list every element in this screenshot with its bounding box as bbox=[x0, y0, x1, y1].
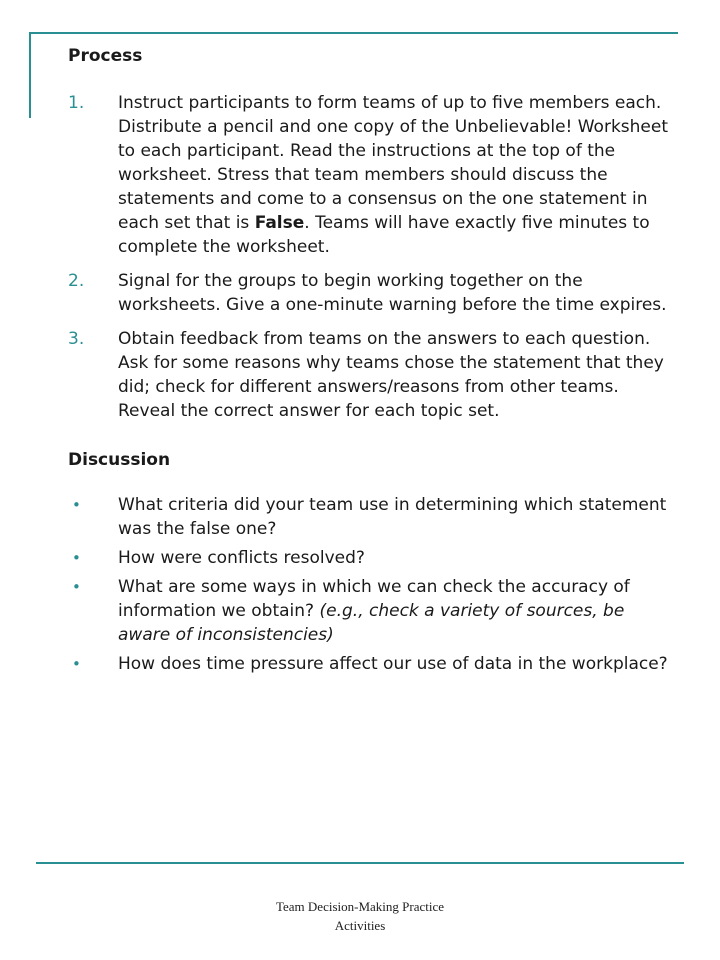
process-steps-list bbox=[68, 91, 668, 423]
discussion-question bbox=[68, 546, 668, 570]
process-step-2 bbox=[68, 269, 668, 317]
step-number: 1. bbox=[68, 93, 85, 113]
top-border-rule bbox=[29, 32, 678, 34]
question-text: What are some ways in which we can check the accuracy of information we obtain? bbox=[118, 577, 630, 621]
question-text: How were conflicts resolved? bbox=[118, 548, 365, 568]
step-text: Instruct participants to form teams of up to five members each. Distribute a pencil and one copy of the Unbelievable! Worksheet to each participant. Read the instructions at the top of the worksheet. Stress that team members should discuss the statements and come to a consensus on the one statement in each set that is bbox=[118, 93, 669, 233]
question-text: How does time pressure affect our use of data in the workplace? bbox=[118, 654, 668, 674]
bullet-icon: • bbox=[72, 578, 81, 596]
process-step-1 bbox=[68, 91, 668, 259]
page-content bbox=[68, 44, 668, 681]
question-example-text: (e.g., check a variety of sources, be aware of inconsistencies) bbox=[118, 601, 625, 645]
discussion-heading: Discussion bbox=[68, 450, 171, 470]
step-text-emphasis: False bbox=[254, 213, 305, 233]
step-text: Signal for the groups to begin working together on the worksheets. Give a one-minute warning before the time expires. bbox=[118, 271, 667, 315]
step-number: 2. bbox=[68, 271, 85, 291]
process-heading: Process bbox=[68, 46, 143, 66]
discussion-question bbox=[68, 493, 668, 541]
discussion-questions-list bbox=[68, 493, 668, 676]
discussion-question bbox=[68, 575, 668, 647]
footer-line-1: Team Decision-Making Practice bbox=[275, 899, 445, 914]
step-text: Obtain feedback from teams on the answers to each question. Ask for some reasons why teams chose the statement that they did; check for different answers/reasons from other teams. Reveal the correct answer for each topic set. bbox=[118, 329, 664, 421]
left-border-rule bbox=[29, 32, 31, 118]
question-text: What criteria did your team use in determining which statement was the false one? bbox=[118, 495, 667, 539]
bullet-icon: • bbox=[72, 496, 81, 514]
bottom-border-rule bbox=[36, 862, 684, 864]
bullet-icon: • bbox=[72, 549, 81, 567]
bullet-icon: • bbox=[72, 655, 81, 673]
step-text: . Teams will have exactly five minutes to complete the worksheet. bbox=[118, 213, 650, 257]
discussion-question bbox=[68, 652, 668, 676]
page-footer bbox=[210, 897, 510, 935]
footer-line-2: Activities bbox=[334, 918, 386, 933]
step-number: 3. bbox=[68, 329, 85, 349]
process-step-3 bbox=[68, 327, 668, 423]
